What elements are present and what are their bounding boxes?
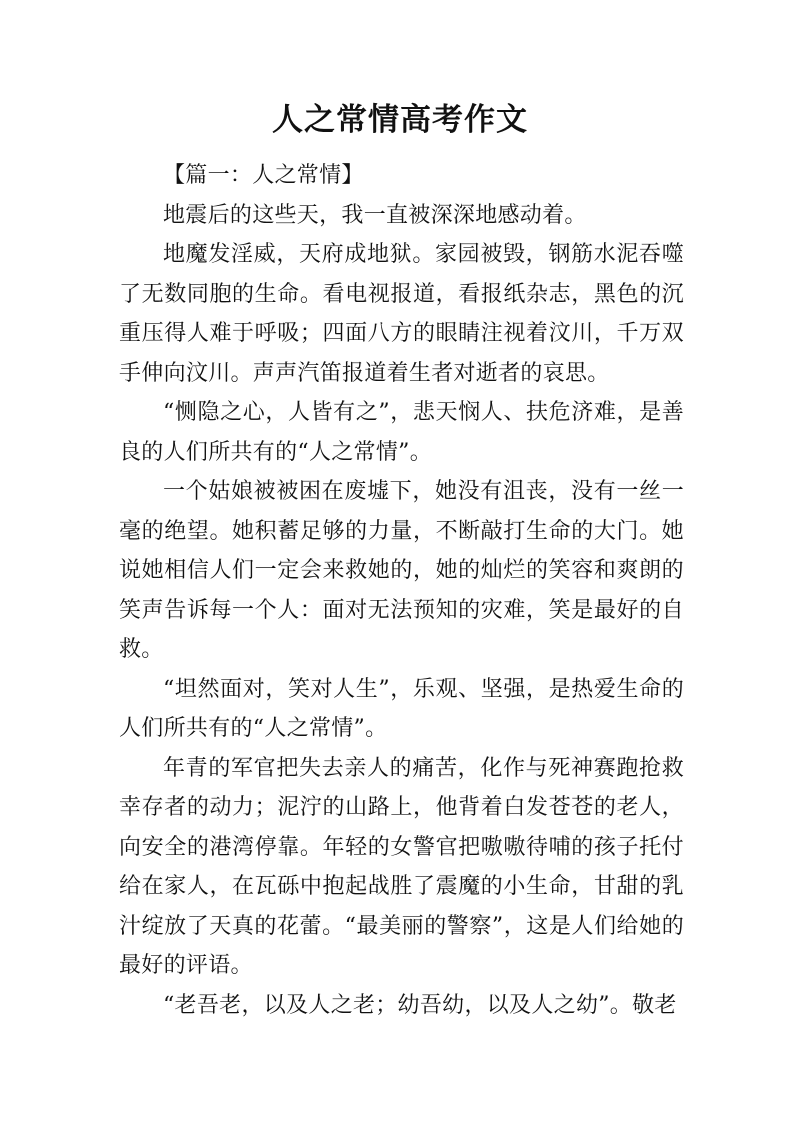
paragraph: 一个姑娘被被困在废墟下，她没有沮丧，没有一丝一毫的绝望。她积蓄足够的力量，不断敲打生命的大门。她说她相信人们一定会来救她的，她的灿烂的笑容和爽朗的笑声告诉每一个人：面对无法预知的灾难，笑是最好的自救。 <box>119 479 684 662</box>
paragraph: “恻隐之心，人皆有之”，悲天悯人、扶危济难，是善良的人们所共有的“人之常情”。 <box>119 400 684 465</box>
paragraph: “坦然面对，笑对人生”，乐观、坚强，是热爱生命的人们所共有的“人之常情”。 <box>119 676 684 741</box>
paragraph: 地魔发淫威，天府成地狱。家园被毁，钢筋水泥吞噬了无数同胞的生命。看电视报道，看报纸杂志，黑色的沉重压得人难于呼吸；四面八方的眼睛注视着汶川，千万双手伸向汶川。声声汽笛报道着生者对逝者的哀思。 <box>119 242 684 386</box>
paragraph: 年青的军官把失去亲人的痛苦，化作与死神赛跑抢救幸存者的动力；泥泞的山路上，他背着白发苍苍的老人，向安全的港湾停靠。年轻的女警官把嗷嗷待哺的孩子托付给在家人，在瓦砾中抱起战胜了震魔的小生命，甘甜的乳汁绽放了天真的花蕾。“最美丽的警察”，这是人们给她的最好的评语。 <box>119 755 684 978</box>
section-heading: 【篇一：人之常情】 <box>163 163 364 188</box>
document-body <box>119 156 684 1025</box>
document-title: 人之常情高考作文 <box>272 102 528 138</box>
paragraph: 地震后的这些天，我一直被深深地感动着。 <box>163 202 587 228</box>
paragraph: “老吾老，以及人之老；幼吾幼，以及人之幼”。敬老 <box>163 992 677 1018</box>
